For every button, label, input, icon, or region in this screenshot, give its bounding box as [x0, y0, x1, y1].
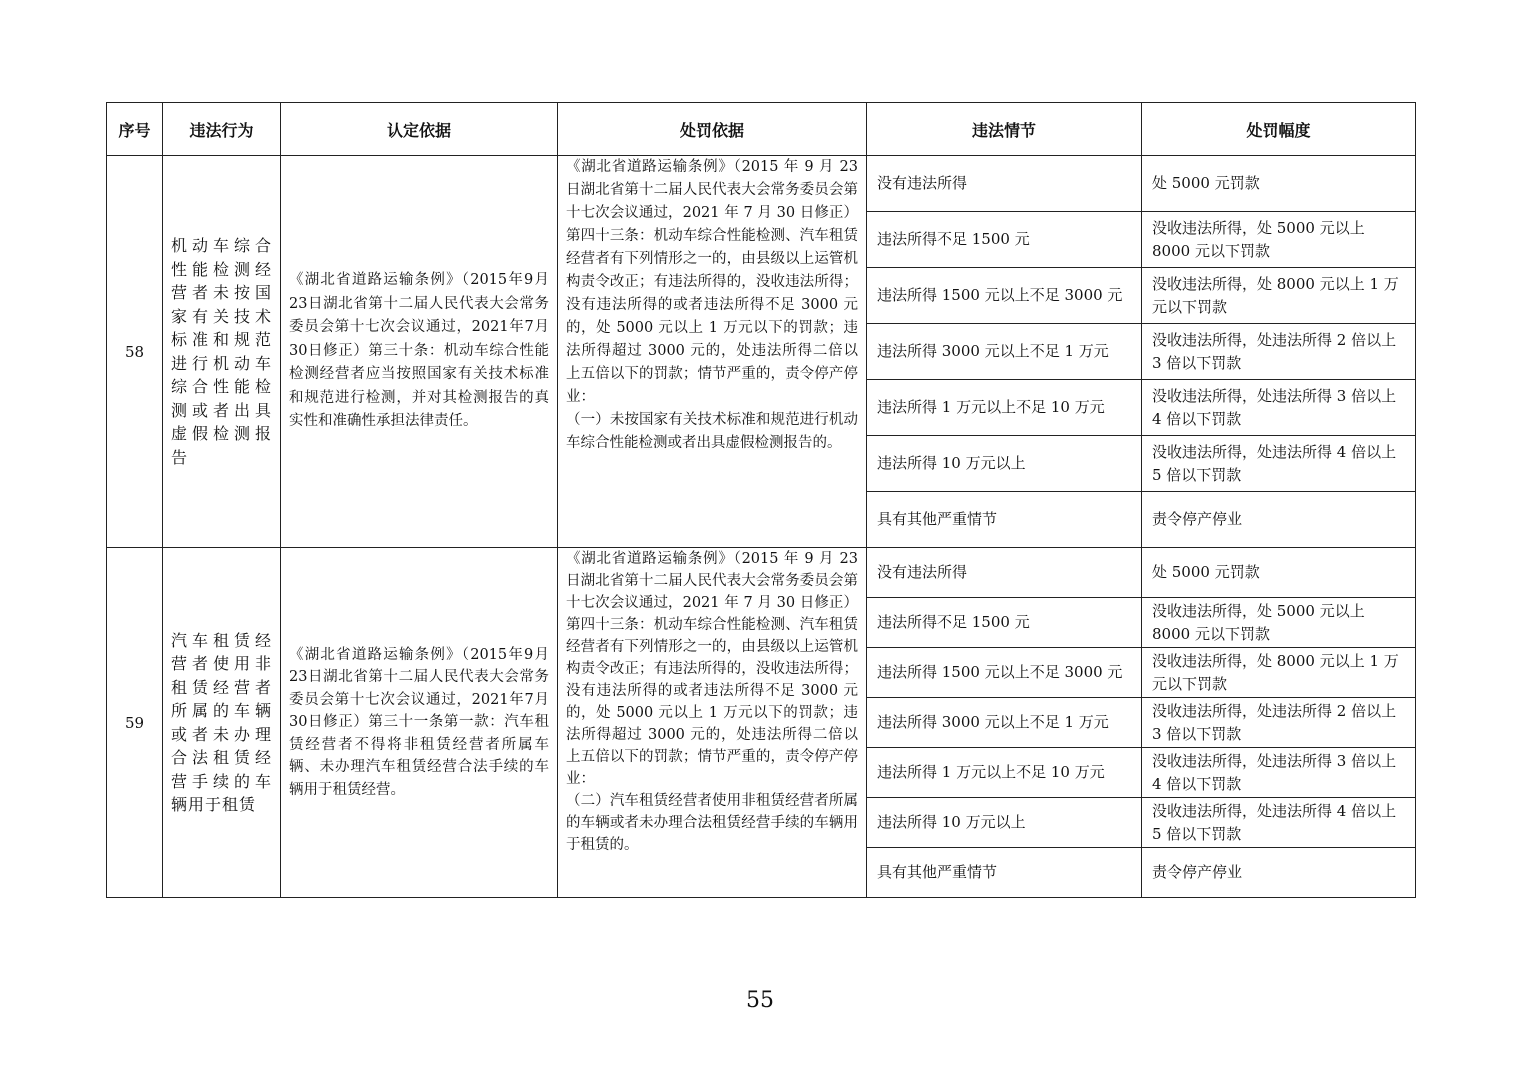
- header-circumstance: 违法情节: [867, 103, 1142, 156]
- penalty-table: [106, 102, 1416, 898]
- circumstance-cell: 没有违法所得: [867, 548, 1142, 598]
- circumstance-cell: 违法所得 3000 元以上不足 1 万元: [867, 698, 1142, 748]
- penalty-basis-cell: [558, 156, 867, 548]
- penalty-range-cell: 没收违法所得，处 8000 元以上 1 万元以下罚款: [1142, 648, 1416, 698]
- row-number: 59: [107, 548, 163, 898]
- penalty-range-cell: 没收违法所得，处违法所得 3 倍以上 4 倍以下罚款: [1142, 380, 1416, 436]
- circumstance-cell: 违法所得 1500 元以上不足 3000 元: [867, 268, 1142, 324]
- circumstance-cell: 违法所得 10 万元以上: [867, 436, 1142, 492]
- circumstance-cell: 没有违法所得: [867, 156, 1142, 212]
- table-row: [107, 156, 1416, 212]
- circumstance-cell: 违法所得 1500 元以上不足 3000 元: [867, 648, 1142, 698]
- determination-basis-cell: 《湖北省道路运输条例》（2015年9月23日湖北省第十二届人民代表大会常务委员会第十七次会议通过，2021年7月30日修正）第三十条：机动车综合性能检测经营者应当按照国家有关技术标准和规范进行检测，并对其检测报告的真实性和准确性承担法律责任。: [281, 156, 558, 548]
- row-number: 58: [107, 156, 163, 548]
- penalty-basis-item: （一）未按国家有关技术标准和规范进行机动车综合性能检测或者出具虚假检测报告的。: [566, 412, 858, 451]
- determination-basis-cell: 《湖北省道路运输条例》（2015年9月23日湖北省第十二届人民代表大会常务委员会第十七次会议通过，2021年7月30日修正）第三十一条第一款：汽车租赁经营者不得将非租赁经营者所属车辆、未办理汽车租赁经营合法手续的车辆用于租赁经营。: [281, 548, 558, 898]
- table-header-row: [107, 103, 1416, 156]
- header-penalty-range: 处罚幅度: [1142, 103, 1416, 156]
- header-violation: 违法行为: [163, 103, 281, 156]
- penalty-basis-item: （二）汽车租赁经营者使用非租赁经营者所属的车辆或者未办理合法租赁经营手续的车辆用于租赁的。: [566, 793, 858, 853]
- penalty-range-cell: 没收违法所得，处违法所得 2 倍以上 3 倍以下罚款: [1142, 324, 1416, 380]
- penalty-range-cell: 没收违法所得，处违法所得 4 倍以上 5 倍以下罚款: [1142, 798, 1416, 848]
- penalty-range-cell: 处 5000 元罚款: [1142, 156, 1416, 212]
- circumstance-cell: 具有其他严重情节: [867, 492, 1142, 548]
- header-determination-basis: 认定依据: [281, 103, 558, 156]
- penalty-range-cell: 没收违法所得，处 8000 元以上 1 万元以下罚款: [1142, 268, 1416, 324]
- penalty-range-cell: 没收违法所得，处违法所得 2 倍以上 3 倍以下罚款: [1142, 698, 1416, 748]
- penalty-range-cell: 没收违法所得，处违法所得 4 倍以上 5 倍以下罚款: [1142, 436, 1416, 492]
- penalty-basis-cell: [558, 548, 867, 898]
- penalty-range-cell: 没收违法所得，处违法所得 3 倍以上 4 倍以下罚款: [1142, 748, 1416, 798]
- penalty-range-cell: 没收违法所得，处 5000 元以上 8000 元以下罚款: [1142, 598, 1416, 648]
- violation-cell: 汽车租赁经营者使用非租赁经营者所属的车辆或者未办理合法租赁经营手续的车辆用于租赁: [163, 548, 281, 898]
- penalty-range-cell: 责令停产停业: [1142, 848, 1416, 898]
- violation-cell: 机动车综合性能检测经营者未按国家有关技术标准和规范进行机动车综合性能检测或者出具虚假检测报告: [163, 156, 281, 548]
- penalty-basis-text: 《湖北省道路运输条例》（2015 年 9 月 23 日湖北省第十二届人民代表大会常务委员会第十七次会议通过，2021 年 7 月 30 日修正）第四十三条：机动车综合性能检测、汽车租赁经营者有下列情形之一的，由县级以上运管机构责令改正；有违法所得的，没收违法所得；没有违法所得的或者违法所得不足 3000 元的，处 5000 元以上 1 万元以下的罚款；违法所得超过 3000 元的，处违法所得二倍以上五倍以下的罚款；情节严重的，责令停产停业：: [566, 551, 858, 787]
- circumstance-cell: 违法所得 1 万元以上不足 10 万元: [867, 380, 1142, 436]
- header-penalty-basis: 处罚依据: [558, 103, 867, 156]
- penalty-range-cell: 责令停产停业: [1142, 492, 1416, 548]
- circumstance-cell: 违法所得 10 万元以上: [867, 798, 1142, 848]
- penalty-range-cell: 处 5000 元罚款: [1142, 548, 1416, 598]
- circumstance-cell: 违法所得不足 1500 元: [867, 598, 1142, 648]
- table-row: [107, 548, 1416, 598]
- circumstance-cell: 违法所得 3000 元以上不足 1 万元: [867, 324, 1142, 380]
- circumstance-cell: 违法所得不足 1500 元: [867, 212, 1142, 268]
- page-number: 55: [746, 988, 774, 1013]
- header-number: 序号: [107, 103, 163, 156]
- penalty-basis-text: 《湖北省道路运输条例》（2015 年 9 月 23 日湖北省第十二届人民代表大会常务委员会第十七次会议通过，2021 年 7 月 30 日修正）第四十三条：机动车综合性能检测、汽车租赁经营者有下列情形之一的，由县级以上运管机构责令改正；有违法所得的，没收违法所得；没有违法所得的或者违法所得不足 3000 元的，处 5000 元以上 1 万元以下的罚款；违法所得超过 3000 元的，处违法所得二倍以上五倍以下的罚款；情节严重的，责令停产停业：: [566, 159, 858, 405]
- circumstance-cell: 具有其他严重情节: [867, 848, 1142, 898]
- penalty-range-cell: 没收违法所得，处 5000 元以上 8000 元以下罚款: [1142, 212, 1416, 268]
- circumstance-cell: 违法所得 1 万元以上不足 10 万元: [867, 748, 1142, 798]
